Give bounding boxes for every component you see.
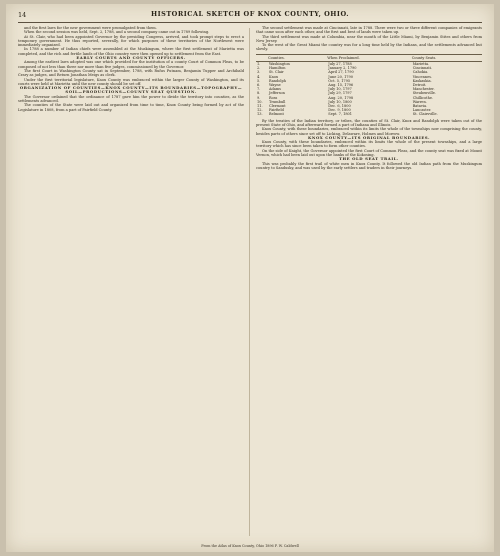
paragraph: At St. Clair, who had been appointed Governor by the presiding Congress, arrived, and took prompt steps to erect a temporary government. He thus reported, severally, for which purposes of these territories of the Northwest were immediately organized. bbox=[18, 34, 244, 48]
table-cell: April 27, 1790 bbox=[328, 70, 354, 75]
table-cell: Lancaster. bbox=[412, 108, 432, 113]
table-cell: Aug. 20, 1798 bbox=[328, 95, 354, 100]
page-footer: From the Atlas of Knox County, Ohio 1896 F. W. Caldwell bbox=[201, 544, 299, 548]
table-cell: 6. bbox=[257, 83, 261, 87]
table-cell: 9. bbox=[257, 95, 261, 100]
table-cell: Adams bbox=[269, 87, 281, 92]
paragraph: This was probably the first trail of white men in Knox County. It followed the old Indian path from the Muskingum country to Sandusky, and was used by the early settlers and traders in their journeys. bbox=[256, 161, 482, 170]
column-header: When Proclaimed. bbox=[327, 54, 411, 61]
page-number: 14 bbox=[18, 11, 27, 19]
table-body bbox=[256, 61, 482, 116]
table-cell: 8. bbox=[257, 91, 261, 96]
table-cell: 7. bbox=[257, 87, 261, 92]
table-cell: St. Clair bbox=[269, 70, 284, 75]
column-header: Counties. bbox=[268, 54, 327, 61]
table-cell: Clermont bbox=[269, 104, 286, 109]
page-title: HISTORICAL SKETCH OF KNOX COUNTY, OHIO. bbox=[150, 10, 350, 18]
table-cell: Detroit. bbox=[412, 83, 427, 87]
paragraph: By the treaties of the Indian territory, or tribes, the counties of St. Clair, Knox and Randolph were taken out of the present State of Ohio, and afterward formed a part of Indiana and Illinois. bbox=[256, 118, 482, 127]
table-cell: Knox bbox=[269, 74, 278, 79]
counties-table bbox=[256, 54, 482, 117]
right-column bbox=[256, 26, 482, 170]
paragraph: Among the earliest laws adopted was one which provided for the institution of a county Court of Common Pleas, to be composed of not less than three nor more than five judges, commissioned by the Governor. bbox=[18, 60, 244, 69]
paragraph: In 1788 a number of Indian chiefs were assembled at the Muskingum, where the first settlement of Marietta was completed, and the rich and fertile lands of the Ohio country were then opened up to settlement from the East. bbox=[18, 47, 244, 56]
paragraph: When the second session was held, Sept. 2, 1788, and a second company came out in 1789 following. bbox=[24, 30, 210, 35]
table-cell: Fairfield bbox=[269, 108, 284, 113]
table-cell: June 20, 1790 bbox=[328, 74, 353, 79]
section-heading: ORGANIZATION OF COUNTIES—KNOX COUNTY—ITS BOUNDARIES—TOPOGRAPHY—SOIL—PRODUCTIONS—COUNTY SEAT QUESTION. bbox=[19, 85, 243, 95]
table-cell: 5. bbox=[257, 78, 261, 83]
paragraph: Under the first territorial legislature, Knox County was embraced within the larger County of Washington, and its courts were held at Marietta until the new county should be set off. bbox=[18, 77, 244, 86]
table-cell: Dec. 9, 1800 bbox=[328, 108, 351, 113]
column-header: County Seats. bbox=[412, 54, 482, 61]
table-cell: Manchester. bbox=[412, 87, 435, 92]
table-cell: St. Clairsville. bbox=[412, 112, 438, 117]
table-cell: 2. bbox=[257, 66, 261, 71]
left-column bbox=[18, 26, 244, 112]
section-heading: EARLY COURTS AND COUNTY OFFICERS. bbox=[76, 55, 186, 61]
page-header bbox=[18, 10, 482, 22]
document-page bbox=[6, 4, 494, 552]
paragraph: The third settlement was made at Columbia, near the mouth of the Little Miami, by Benjamin Stites and others from New Jersey. bbox=[256, 34, 482, 43]
paragraph: On the side of Knight, the Governor appointed the first Court of Common Pleas, and the county seat was fixed at Mount Vernon, which had been laid out upon the banks of the Kokosing. bbox=[256, 148, 482, 157]
table-cell: Dec. 6, 1800 bbox=[328, 104, 351, 109]
table-cell: Warren. bbox=[412, 99, 427, 104]
table-cell: Sept. 7, 1801 bbox=[328, 112, 352, 117]
paragraph: To the west of the Great Miami the country was for a long time held by the Indians, and the settlements advanced but slowly. bbox=[256, 43, 482, 52]
table-cell: July 27, 1788 bbox=[328, 61, 352, 66]
table-cell: Oct. 5, 1795 bbox=[328, 78, 351, 83]
table-cell: January 2, 1790 bbox=[328, 66, 357, 71]
paragraph: The first Court in Washington County sat in September, 1788, with Rufus Putnam, Benjamin Tupper and Archibald Crary as judges, and Return Jonathan Meigs as clerk. bbox=[18, 68, 244, 78]
table-cell: 1. bbox=[257, 61, 261, 66]
table-cell: Batavia. bbox=[412, 104, 428, 109]
column-divider bbox=[249, 28, 250, 536]
table-cell: Kaskaskia. bbox=[412, 78, 432, 83]
table-cell: Hamilton bbox=[269, 66, 286, 71]
table-cell: Aug. 15, 1796 bbox=[328, 83, 354, 87]
table-cell: July 10, 1800 bbox=[328, 99, 352, 104]
section-heading: KNOX COUNTY—ITS ORIGINAL BOUNDARIES. bbox=[307, 134, 430, 140]
paragraph: The counties of the State were laid out and organized from time to time, Knox County being formed by act of the Legislature in 1808, from a part of Fairfield County. bbox=[18, 103, 244, 112]
table-cell: 13. bbox=[257, 112, 263, 117]
table-cell: July 10, 1797 bbox=[328, 87, 352, 92]
table-cell: July 29, 1797 bbox=[328, 91, 352, 96]
table-cell: Cahokia. bbox=[412, 70, 429, 75]
table-cell: Steubenville. bbox=[412, 91, 436, 96]
table-cell: Cincinnati. bbox=[412, 66, 433, 71]
table-cell: Wayne bbox=[269, 83, 281, 87]
table-cell: Vincennes. bbox=[412, 74, 433, 79]
paragraph: The second settlement was made at Cincinnati, late in 1788. There were two or three different companies of emigrants that came soon after each other, and the first and best of lands were taken up. bbox=[256, 26, 482, 35]
table-cell: 10. bbox=[257, 99, 263, 104]
table-row bbox=[256, 112, 482, 116]
table-cell: Chillicothe. bbox=[412, 95, 434, 100]
table-cell: Marietta. bbox=[412, 61, 430, 66]
table-cell: Washington bbox=[269, 61, 290, 66]
table-header-row bbox=[256, 54, 482, 61]
table-cell: Belmont bbox=[269, 112, 284, 117]
paragraph: Knox County, with these boundaries, embraced within its limits the whole of the townships now comprising the county, besides parts of others since set off to Licking, Delaware, Holmes and Morrow. bbox=[256, 127, 482, 136]
table-cell: Ross bbox=[269, 95, 278, 100]
table-cell: Trumbull bbox=[269, 99, 286, 104]
table-cell: Jefferson bbox=[269, 91, 285, 96]
table-cell: Randolph bbox=[269, 78, 287, 83]
table-cell: 12. bbox=[257, 108, 263, 113]
table-cell: 4. bbox=[257, 74, 261, 79]
header-rule bbox=[18, 22, 482, 23]
paragraph: Knox County, with these boundaries, embraced within its limits the whole of the present townships, and a large territory which has since been taken to form other counties. bbox=[256, 140, 482, 149]
table-cell: 3. bbox=[257, 70, 261, 75]
table-cell: 11. bbox=[257, 104, 263, 109]
section-heading: THE OLD SEAT TRAIL. bbox=[339, 156, 399, 162]
paragraph: and the first laws for the new government were promulgated from them. bbox=[24, 26, 157, 30]
paragraph: The Governor ordained that the ordinance of 1787 gave him the power to divide the territory into counties, as the settlements advanced. bbox=[18, 94, 244, 104]
